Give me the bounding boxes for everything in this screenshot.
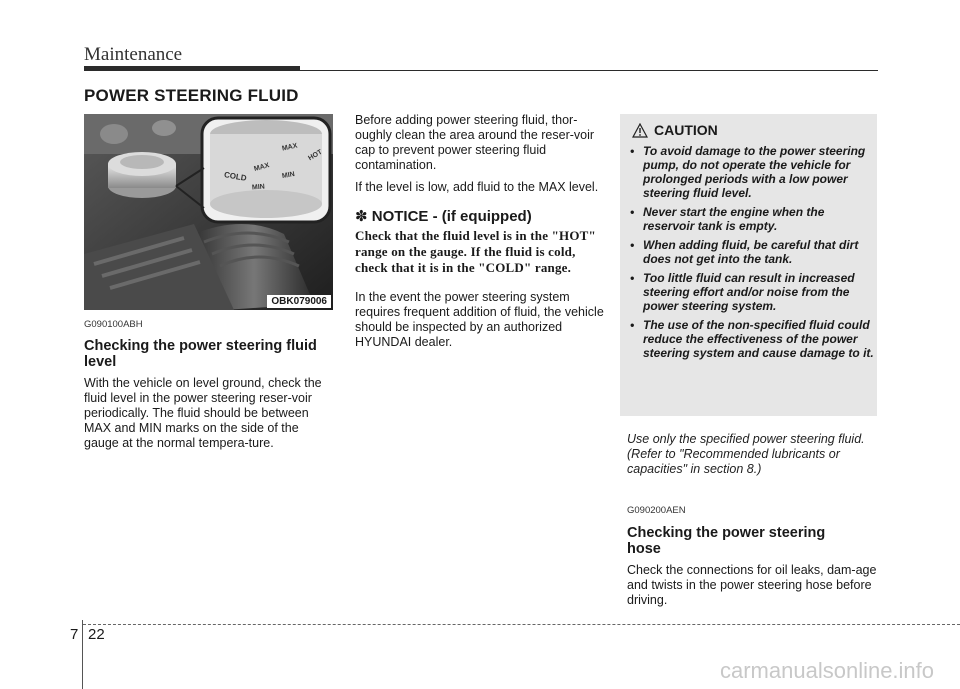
gauge-mark-min-cold: MIN [251, 183, 266, 192]
notice-heading: ✽ NOTICE - (if equipped) [355, 208, 532, 225]
subsection-heading: Checking the power steering fluid level [84, 338, 317, 370]
footer-vertical-rule [82, 620, 83, 689]
right-column [627, 503, 879, 608]
body-paragraph: With the vehicle on level ground, check the fluid level in the power steering reser-voir periodically. The fluid should be between MAX and MIN marks on the side of the gauge at the normal tempera-ture. [84, 376, 322, 450]
body-paragraph: In the event the power steering system requires frequent addition of fluid, the vehicle should be inspected by an authorized HYUNDAI dealer. [355, 290, 604, 349]
gauge-mark-hot: HOT [307, 148, 324, 163]
bullet-icon: • [630, 271, 635, 285]
caution-item: • The use of the non-specified fluid could reduce the effectiveness of the power steering system and cause damage to it. [630, 318, 874, 360]
left-column [84, 317, 334, 451]
middle-column [355, 113, 605, 350]
chapter-number: 7 [70, 626, 79, 643]
page-number: 22 [88, 626, 105, 643]
body-paragraph: Check the connections for oil leaks, dam-age and twists in the power steering hose before driving. [627, 563, 877, 607]
warning-triangle-icon [632, 123, 648, 138]
figure-label: OBK079006 [267, 295, 331, 308]
gauge-mark-min-hot: MIN [281, 170, 296, 181]
gauge-mark-cold: COLD [223, 170, 248, 183]
bullet-icon: • [630, 144, 635, 158]
bullet-icon: • [630, 205, 635, 219]
caution-item: • To avoid damage to the power steering pump, do not operate the vehicle for prolonged periods with a low power steering fluid level. [630, 144, 866, 200]
caution-title: CAUTION [654, 122, 718, 138]
bullet-icon: • [630, 238, 635, 252]
gauge-mark-max-hot: MAX [281, 142, 299, 153]
caution-list [630, 144, 874, 365]
caution-item: • When adding fluid, be careful that dirt does not get into the tank. [630, 238, 859, 266]
spec-note: Use only the specified power steering fluid. (Refer to "Recommended lubricants or capacities" in section 8.) [627, 432, 865, 476]
subsection-heading: Checking the power steering hose [627, 525, 826, 557]
watermark: carmanualsonline.info [720, 658, 935, 683]
gauge-mark-max-cold: MAX [253, 162, 271, 173]
notice-body: Check that the fluid level is in the "HOT" range on the gauge. If the fluid is cold, check that it is in the "COLD" range. [355, 228, 596, 275]
header-rule-thick [84, 66, 300, 71]
reservoir-photo [84, 114, 333, 310]
body-paragraph: Before adding power steering fluid, thor-oughly clean the area around the reser-voir cap to prevent power steering fluid contamination. [355, 113, 595, 172]
body-paragraph: If the level is low, add fluid to the MAX level. [355, 180, 599, 194]
chapter-title: Maintenance [84, 44, 183, 65]
caution-box [620, 114, 877, 416]
header-rule-thin [300, 70, 878, 71]
section-title: POWER STEERING FLUID [84, 86, 299, 105]
section-code: G090200AEN [627, 505, 686, 516]
caution-item: • Never start the engine when the reservoir tank is empty. [630, 205, 825, 233]
section-code: G090100ABH [84, 319, 143, 330]
caution-item: • Too little fluid can result in increased steering effort and/or noise from the power steering system. [630, 271, 855, 313]
footer-dashed-rule [83, 624, 960, 625]
caution-header [632, 122, 718, 138]
bullet-icon: • [630, 318, 635, 332]
